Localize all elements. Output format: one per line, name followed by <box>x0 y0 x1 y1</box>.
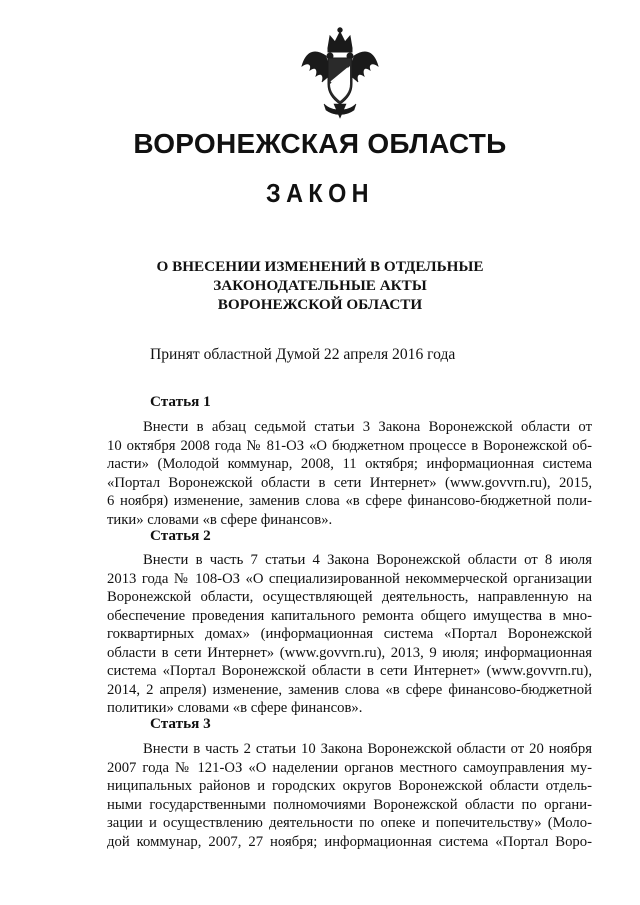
text-line: Внести в абзац седьмой статьи 3 Закона Воронежской области от <box>143 419 592 435</box>
law-title-line: ЗАКОНОДАТЕЛЬНЫЕ АКТЫ <box>213 277 427 294</box>
text-line: 2013 года № 108-ОЗ «О специализированной некоммерческой организации <box>107 570 592 587</box>
text-line: тики» словами «в сфере финансов». <box>107 511 333 528</box>
text-line: Внести в часть 7 статьи 4 Закона Воронежской области от 8 июля <box>143 552 592 568</box>
text-line: ниципальных районов и городских округов Воронежской области отдель- <box>107 778 592 794</box>
text-line: дой коммунар, 2007, 27 ноября; информационная система «Портал Воро- <box>107 833 592 850</box>
law-title-line: ВОРОНЕЖСКОЙ ОБЛАСТИ <box>217 296 423 313</box>
text-line: зации и осуществлению деятельности по опеке и попечительству» (Моло- <box>107 815 592 831</box>
article-1-text <box>107 418 592 529</box>
text-line: 6 ноября) изменение, заменив слова «в сфере финансово-бюджетной поли- <box>107 493 592 509</box>
text-line: ными государственными полномочиями Воронежской области по органи- <box>107 796 592 813</box>
article-2-text <box>107 551 592 718</box>
text-line: «Портал Воронежской области в сети Интернет» (www.govvrn.ru), 2015, <box>107 474 592 491</box>
region-name: ВОРОНЕЖСКАЯ ОБЛАСТЬ <box>133 128 507 159</box>
coat-of-arms-icon <box>300 26 380 120</box>
text-line: 2007 года № 121-ОЗ «О наделении органов местного самоуправления му- <box>107 759 592 776</box>
text-line: система «Портал Воронежской области в сети Интернет» (www.govvrn.ru), <box>107 663 592 679</box>
article-1-heading: Статья 1 <box>150 393 211 410</box>
text-line: политики» словами «в сфере финансов». <box>107 700 363 716</box>
article-2-heading: Статья 2 <box>150 527 211 544</box>
adoption-date: Принят областной Думой 22 апреля 2016 года <box>150 346 456 363</box>
text-line: Внести в часть 2 статьи 10 Закона Воронежской области от 20 ноября <box>143 741 592 757</box>
document-type: ЗАКОН <box>266 178 374 208</box>
text-line: 2014, 2 апреля) изменение, заменив слова «в сфере финансово-бюджетной <box>107 681 592 698</box>
law-title-line: О ВНЕСЕНИИ ИЗМЕНЕНИЙ В ОТДЕЛЬНЫЕ <box>156 258 484 275</box>
text-line: ласти» (Молодой коммунар, 2008, 11 октября; информационная система <box>107 456 592 472</box>
law-title <box>120 257 520 314</box>
text-line: области в сети Интернет» (www.govvrn.ru), 2013, 9 июля; информационная <box>107 644 592 661</box>
article-3-text <box>107 740 592 851</box>
text-line: гоквартирных домах» (информационная система «Портал Воронежской <box>107 626 592 642</box>
text-line: 10 октября 2008 года № 81-ОЗ «О бюджетном процессе в Воронежской об- <box>107 437 592 454</box>
article-3-heading: Статья 3 <box>150 715 211 732</box>
text-line: обеспечение проведения капитального ремонта общего имущества в мно- <box>107 607 592 624</box>
text-line: Воронежской области, осуществляющей деятельность, направленную на <box>107 589 592 605</box>
